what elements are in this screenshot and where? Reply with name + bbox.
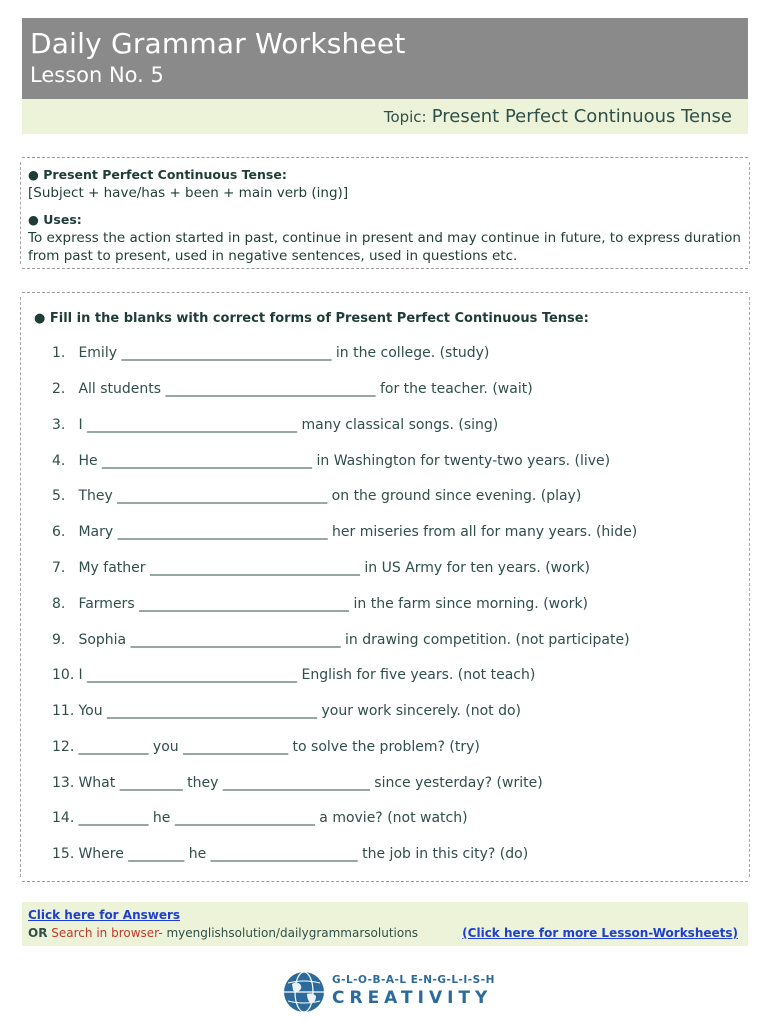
more-worksheets-link[interactable]: (Click here for more Lesson-Worksheets): [462, 926, 738, 940]
brand-logo: [282, 966, 502, 1016]
logo-wordmark: CREATIVITY: [332, 988, 493, 1008]
question-number: 2.: [52, 381, 66, 397]
question-text: Where ________ he _____________________ the job in this city? (do): [78, 846, 529, 862]
question-item: [52, 703, 521, 719]
question-number: 3.: [52, 417, 66, 433]
question-number: 12.: [52, 739, 75, 755]
logo-tagline: G-L-O-B-A-L E-N-G-L-I-S-H: [332, 974, 495, 986]
worksheet-header: [22, 18, 748, 99]
question-item: [52, 345, 489, 361]
question-item: [52, 560, 590, 576]
box-border-left: [20, 162, 21, 264]
question-number: 9.: [52, 632, 66, 648]
uses-heading: ● Uses:: [28, 212, 82, 227]
box-border-right: [749, 162, 750, 264]
structure-formula: [Subject + have/has + been + main verb (ing)]: [28, 185, 349, 201]
question-item: [52, 810, 468, 826]
question-item: [52, 846, 528, 862]
question-number: 15.: [52, 846, 75, 862]
question-item: [52, 667, 535, 683]
rules-box: [22, 157, 748, 269]
question-text: All students ______________________________ for the teacher. (wait): [78, 381, 533, 397]
question-number: 10.: [52, 667, 75, 683]
question-item: [52, 632, 630, 648]
topic-value: Present Perfect Continuous Tense: [431, 106, 732, 127]
question-text: __________ he ____________________ a movie? (not watch): [78, 810, 468, 826]
question-text: __________ you _______________ to solve the problem? (try): [78, 739, 480, 755]
exercise-instruction: ● Fill in the blanks with correct forms of Present Perfect Continuous Tense:: [34, 311, 589, 326]
question-number: 1.: [52, 345, 66, 361]
lesson-number: Lesson No. 5: [30, 63, 164, 87]
globe-icon: [282, 970, 326, 1014]
question-text: Farmers ______________________________ in the farm since morning. (work): [78, 596, 589, 612]
question-text: My father ______________________________ in US Army for ten years. (work): [78, 560, 591, 576]
footer-bar: [22, 902, 748, 946]
question-text: He ______________________________ in Washington for twenty-two years. (live): [78, 453, 611, 469]
box-border-left: [20, 297, 21, 877]
question-number: 7.: [52, 560, 66, 576]
question-item: [52, 381, 533, 397]
question-text: I ______________________________ English for five years. (not teach): [78, 667, 536, 683]
question-text: What _________ they _____________________ since yesterday? (write): [78, 775, 543, 791]
question-number: 6.: [52, 524, 66, 540]
question-item: [52, 453, 610, 469]
uses-text: To express the action started in past, continue in present and may continue in future, to express duration from past to present, used in negative sentences, used in questions etc.: [28, 230, 741, 264]
topic-label: Topic:: [383, 108, 427, 126]
question-item: [52, 417, 498, 433]
search-label: Search in browser-: [51, 926, 163, 940]
topic-bar: [22, 99, 748, 134]
search-url: myenglishsolution/dailygrammarsolutions: [166, 926, 419, 940]
worksheet-title: Daily Grammar Worksheet: [30, 27, 406, 60]
question-text: They ______________________________ on the ground since evening. (play): [78, 488, 582, 504]
question-text: Emily ______________________________ in the college. (study): [78, 345, 490, 361]
question-item: [52, 596, 588, 612]
question-text: You ______________________________ your work sincerely. (not do): [78, 703, 522, 719]
question-item: [52, 488, 581, 504]
question-number: 14.: [52, 810, 75, 826]
question-text: Sophia ______________________________ in drawing competition. (not participate): [78, 632, 630, 648]
question-number: 8.: [52, 596, 66, 612]
question-item: [52, 739, 480, 755]
question-number: 13.: [52, 775, 75, 791]
box-border-right: [749, 297, 750, 877]
question-text: I ______________________________ many classical songs. (sing): [78, 417, 499, 433]
or-label: OR: [28, 926, 48, 940]
structure-heading: ● Present Perfect Continuous Tense:: [28, 167, 287, 182]
exercise-box: [22, 292, 748, 882]
question-item: [52, 775, 543, 791]
question-number: 4.: [52, 453, 66, 469]
search-hint: [28, 926, 418, 940]
question-number: 11.: [52, 703, 75, 719]
question-text: Mary ______________________________ her miseries from all for many years. (hide): [78, 524, 638, 540]
question-number: 5.: [52, 488, 66, 504]
question-item: [52, 524, 637, 540]
answers-link[interactable]: Click here for Answers: [28, 908, 181, 922]
